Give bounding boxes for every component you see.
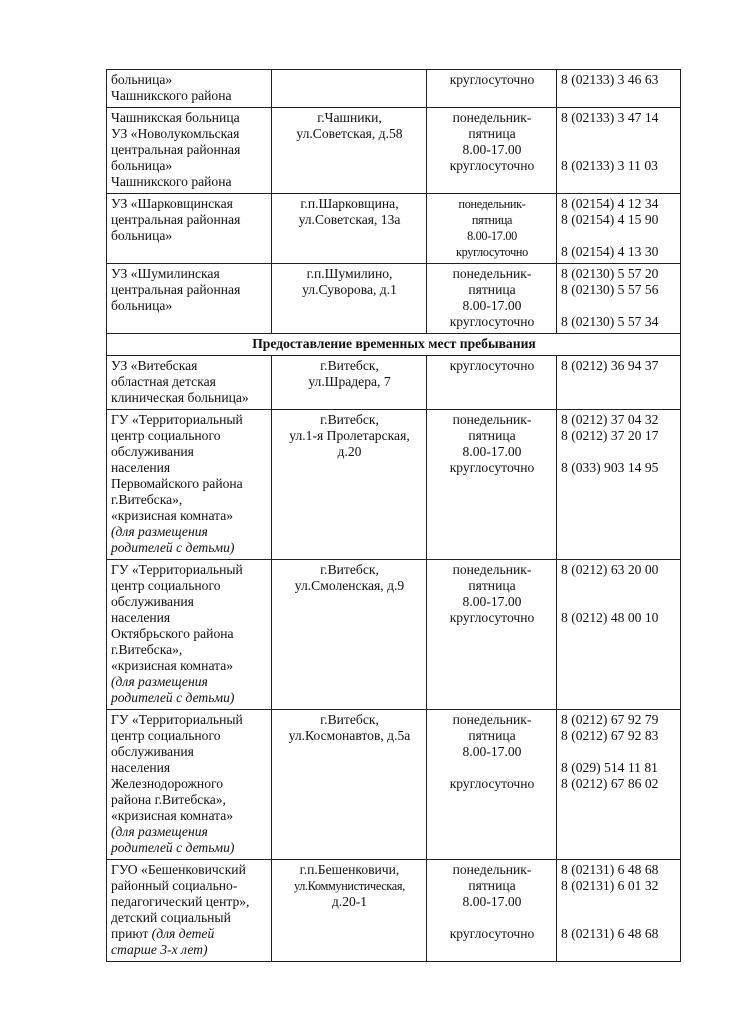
org-note: (для размещения — [111, 674, 208, 689]
hours-line: круглосуточно — [449, 358, 535, 373]
org-line: УЗ «Витебская — [111, 358, 198, 373]
org-line: обслуживания — [111, 444, 194, 459]
phones-cell — [557, 194, 681, 264]
org-line: населения — [111, 460, 171, 475]
hours-line: круглосуточно — [449, 460, 535, 475]
phone-line: 8 (02131) 6 48 68 — [561, 926, 659, 941]
table-row — [107, 410, 681, 560]
address-cell — [272, 356, 427, 410]
hours-line: 8.00-17.00 — [462, 142, 522, 157]
org-line: центральная районная — [111, 142, 241, 157]
table-row — [107, 356, 681, 410]
hours-line: круглосуточно — [449, 610, 535, 625]
hours-line: круглосуточно — [449, 314, 535, 329]
org-cell — [107, 356, 272, 410]
org-line: Чашникская больница — [111, 110, 240, 125]
hours-line: пятница — [471, 213, 513, 227]
address-line: ул.Советская, 13а — [298, 212, 401, 227]
hours-cell — [427, 108, 557, 194]
hours-line: пятница — [468, 878, 516, 893]
table-row — [107, 194, 681, 264]
org-line: ГУ «Территориальный — [111, 412, 243, 427]
hours-line: пятница — [468, 282, 516, 297]
phone-line: 8 (02154) 4 12 34 — [561, 196, 659, 211]
org-line: обслуживания — [111, 744, 194, 759]
table-row — [107, 560, 681, 710]
section-title: Предоставление временных мест пребывания — [107, 334, 681, 356]
org-line: УЗ «Новолукомльская — [111, 126, 240, 141]
address-cell — [272, 710, 427, 860]
hours-line: 8.00-17.00 — [467, 229, 517, 243]
address-cell — [272, 860, 427, 962]
org-line: больница» — [111, 72, 173, 87]
org-line: центральная районная — [111, 212, 241, 227]
hours-cell — [427, 70, 557, 108]
hours-line: круглосуточно — [456, 245, 528, 259]
table-row — [107, 264, 681, 334]
hours-line: понедельник- — [452, 110, 532, 125]
org-line: «кризисная комната» — [111, 508, 234, 523]
hours-line: понедельник- — [458, 197, 526, 211]
org-line: района г.Витебска», — [111, 792, 226, 807]
hours-cell — [427, 860, 557, 962]
phone-line: 8 (02131) 6 48 68 — [561, 862, 659, 877]
org-cell — [107, 70, 272, 108]
phone-line: 8 (0212) 37 20 17 — [561, 428, 659, 443]
address-line: г.Витебск, — [320, 562, 379, 577]
org-line: районный социально- — [111, 878, 238, 893]
address-line: ул.1-я Пролетарская, — [289, 428, 410, 443]
phone-line: 8 (02131) 6 01 32 — [561, 878, 659, 893]
phone-line: 8 (0212) 63 20 00 — [561, 562, 659, 577]
hours-line: понедельник- — [452, 562, 532, 577]
table-row — [107, 70, 681, 108]
org-line: областная детская — [111, 374, 216, 389]
hours-line: понедельник- — [452, 712, 532, 727]
org-line: «кризисная комната» — [111, 808, 234, 823]
org-cell — [107, 108, 272, 194]
hours-line: пятница — [468, 126, 516, 141]
table-row — [107, 710, 681, 860]
address-cell — [272, 108, 427, 194]
hours-line: понедельник- — [452, 862, 532, 877]
phone-line: 8 (029) 514 11 81 — [561, 760, 658, 775]
address-line: г.Витебск, — [320, 412, 379, 427]
address-line: г.п.Шумилино, — [306, 266, 393, 281]
org-note: (для детей — [151, 926, 215, 941]
org-line: Чашникского района — [111, 88, 232, 103]
phone-line: 8 (0212) 67 86 02 — [561, 776, 659, 791]
phone-line: 8 (02133) 3 11 03 — [561, 158, 658, 173]
org-line: детский социальный — [111, 910, 231, 925]
phones-cell — [557, 860, 681, 962]
phone-line: 8 (0212) 48 00 10 — [561, 610, 659, 625]
phone-line: 8 (02133) 3 46 63 — [561, 72, 659, 87]
org-line: Октябрьского района — [111, 626, 234, 641]
hours-line: пятница — [468, 428, 516, 443]
org-line: больница» — [111, 298, 173, 313]
phone-line: 8 (0212) 36 94 37 — [561, 358, 659, 373]
phone-line: 8 (02133) 3 47 14 — [561, 110, 659, 125]
org-line: ГУ «Территориальный — [111, 712, 243, 727]
org-cell — [107, 560, 272, 710]
phone-line: 8 (02154) 4 13 30 — [561, 244, 659, 259]
org-line-mixed — [111, 926, 268, 942]
org-line: «кризисная комната» — [111, 658, 234, 673]
org-line: УЗ «Шумилинская — [111, 266, 220, 281]
org-line: ГУ «Территориальный — [111, 562, 243, 577]
org-line: больница» — [111, 228, 173, 243]
address-cell — [272, 70, 427, 108]
hours-line: 8.00-17.00 — [462, 594, 522, 609]
address-line: д.20-1 — [331, 894, 368, 909]
hours-line: пятница — [468, 728, 516, 743]
org-cell — [107, 710, 272, 860]
address-cell — [272, 264, 427, 334]
org-cell — [107, 410, 272, 560]
org-line: населения — [111, 610, 171, 625]
hours-line: 8.00-17.00 — [462, 444, 522, 459]
org-text: приют — [111, 926, 152, 941]
org-line: центр социального — [111, 428, 221, 443]
org-line: населения — [111, 760, 171, 775]
address-cell — [272, 410, 427, 560]
hours-line: круглосуточно — [449, 158, 535, 173]
phones-cell — [557, 410, 681, 560]
phone-line: 8 (02154) 4 15 90 — [561, 212, 659, 227]
services-table — [106, 69, 681, 962]
section-row — [107, 334, 681, 356]
hours-cell — [427, 560, 557, 710]
org-line: г.Витебска», — [111, 642, 183, 657]
org-line: педагогический центр», — [111, 894, 250, 909]
org-line: Чашникского района — [111, 174, 232, 189]
org-note: родителей с детьми) — [111, 690, 235, 705]
org-cell — [107, 194, 272, 264]
hours-line: понедельник- — [452, 412, 532, 427]
phone-line: 8 (033) 903 14 95 — [561, 460, 659, 475]
hours-cell — [427, 264, 557, 334]
org-line: больница» — [111, 158, 173, 173]
hours-cell — [427, 710, 557, 860]
phone-line: 8 (0212) 37 04 32 — [561, 412, 659, 427]
org-line: ГУО «Бешенковичский — [111, 862, 246, 877]
hours-cell — [427, 356, 557, 410]
org-note: (для размещения — [111, 824, 208, 839]
org-note: родителей с детьми) — [111, 540, 235, 555]
phone-line: 8 (0212) 67 92 83 — [561, 728, 659, 743]
hours-line: круглосуточно — [449, 776, 535, 791]
table-row — [107, 860, 681, 962]
address-line: д.20 — [337, 444, 362, 459]
address-line: г.п.Шарковщина, — [300, 196, 399, 211]
hours-line: 8.00-17.00 — [462, 298, 522, 313]
org-note: старше 3-х лет) — [111, 942, 208, 957]
address-line: г.Витебск, — [320, 358, 379, 373]
org-line: клиническая больница» — [111, 390, 249, 405]
address-line: г.п.Бешенковичи, — [299, 862, 400, 877]
address-line: ул.Коммунистическая, — [294, 879, 405, 893]
org-line: центр социального — [111, 728, 221, 743]
address-line: ул.Смоленская, д.9 — [294, 578, 405, 593]
org-note: (для размещения — [111, 524, 208, 539]
hours-line: 8.00-17.00 — [462, 744, 522, 759]
address-line: ул.Шрадера, 7 — [308, 374, 391, 389]
phones-cell — [557, 560, 681, 710]
address-line: ул.Космонавтов, д.5а — [288, 728, 411, 743]
org-cell — [107, 860, 272, 962]
hours-cell — [427, 194, 557, 264]
address-line: г.Чашники, — [317, 110, 382, 125]
org-line: центральная районная — [111, 282, 241, 297]
phones-cell — [557, 356, 681, 410]
phone-line: 8 (0212) 67 92 79 — [561, 712, 659, 727]
hours-cell — [427, 410, 557, 560]
org-line: центр социального — [111, 578, 221, 593]
phone-line: 8 (02130) 5 57 34 — [561, 314, 659, 329]
org-line: УЗ «Шарковщинская — [111, 196, 233, 211]
org-note: родителей с детьми) — [111, 840, 235, 855]
phone-line: 8 (02130) 5 57 56 — [561, 282, 659, 297]
hours-line: круглосуточно — [449, 926, 535, 941]
org-line: г.Витебска», — [111, 492, 183, 507]
phones-cell — [557, 264, 681, 334]
address-line: г.Витебск, — [320, 712, 379, 727]
org-line: обслуживания — [111, 594, 194, 609]
org-cell — [107, 264, 272, 334]
phones-cell — [557, 70, 681, 108]
phones-cell — [557, 710, 681, 860]
address-line: ул.Советская, д.58 — [296, 126, 403, 141]
address-line: ул.Суворова, д.1 — [302, 282, 397, 297]
org-line: Железнодорожного — [111, 776, 224, 791]
org-line: Первомайского района — [111, 476, 243, 491]
phones-cell — [557, 108, 681, 194]
table-row — [107, 108, 681, 194]
phone-line: 8 (02130) 5 57 20 — [561, 266, 659, 281]
hours-line: понедельник- — [452, 266, 532, 281]
hours-line: 8.00-17.00 — [462, 894, 522, 909]
hours-line: круглосуточно — [449, 72, 535, 87]
hours-line: пятница — [468, 578, 516, 593]
address-cell — [272, 560, 427, 710]
address-cell — [272, 194, 427, 264]
